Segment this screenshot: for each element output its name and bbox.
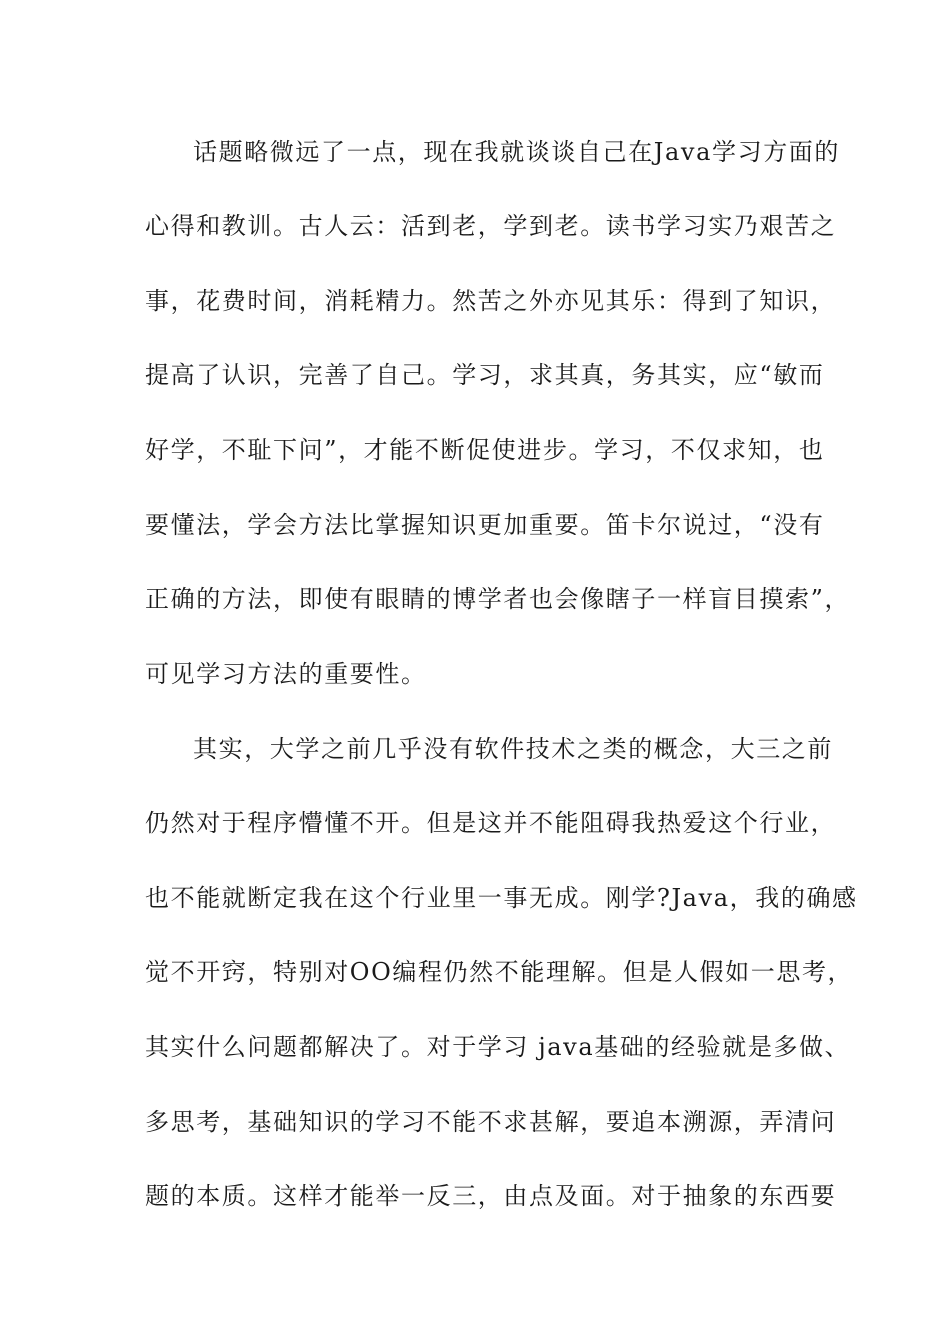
paragraph-1-line-5: 好学，不耻下问”，才能不断促使进步。学习，不仅求知，也	[145, 436, 825, 464]
paragraph-2-line-4: 觉不开窍，特别对OO编程仍然不能理解。但是人假如一思考，	[145, 958, 854, 986]
paragraph-2-line-6: 多思考，基础知识的学习不能不求甚解，要追本溯源，弄清问	[145, 1108, 837, 1136]
paragraph-2-line-5: 其实什么问题都解决了。对于学习 java基础的经验就是多做、	[145, 1033, 851, 1061]
paragraph-2-line-2: 仍然对于程序懵懂不开。但是这并不能阻碍我热爱这个行业，	[145, 809, 837, 837]
paragraph-1-line-8: 可见学习方法的重要性。	[145, 660, 427, 688]
paragraph-1-line-1: 话题略微远了一点，现在我就谈谈自己在Java学习方面的	[193, 138, 840, 166]
paragraph-2-line-3: 也不能就断定我在这个行业里一事无成。刚学?Java，我的确感	[145, 884, 858, 912]
paragraph-2-line-7: 题的本质。这样才能举一反三，由点及面。对于抽象的东西要	[145, 1182, 837, 1210]
paragraph-1-line-3: 事，花费时间，消耗精力。然苦之外亦见其乐：得到了知识，	[145, 287, 837, 315]
paragraph-1-line-7: 正确的方法，即使有眼睛的博学者也会像瞎子一样盲目摸索”，	[145, 585, 851, 613]
paragraph-2-line-1: 其实，大学之前几乎没有软件技术之类的概念，大三之前	[193, 735, 833, 763]
paragraph-1-line-2: 心得和教训。古人云：活到老，学到老。读书学习实乃艰苦之	[145, 212, 837, 240]
paragraph-1-line-6: 要懂法，学会方法比掌握知识更加重要。笛卡尔说过，“没有	[145, 511, 825, 539]
paragraph-1-line-4: 提高了认识，完善了自己。学习，求其真，务其实，应“敏而	[145, 361, 825, 389]
